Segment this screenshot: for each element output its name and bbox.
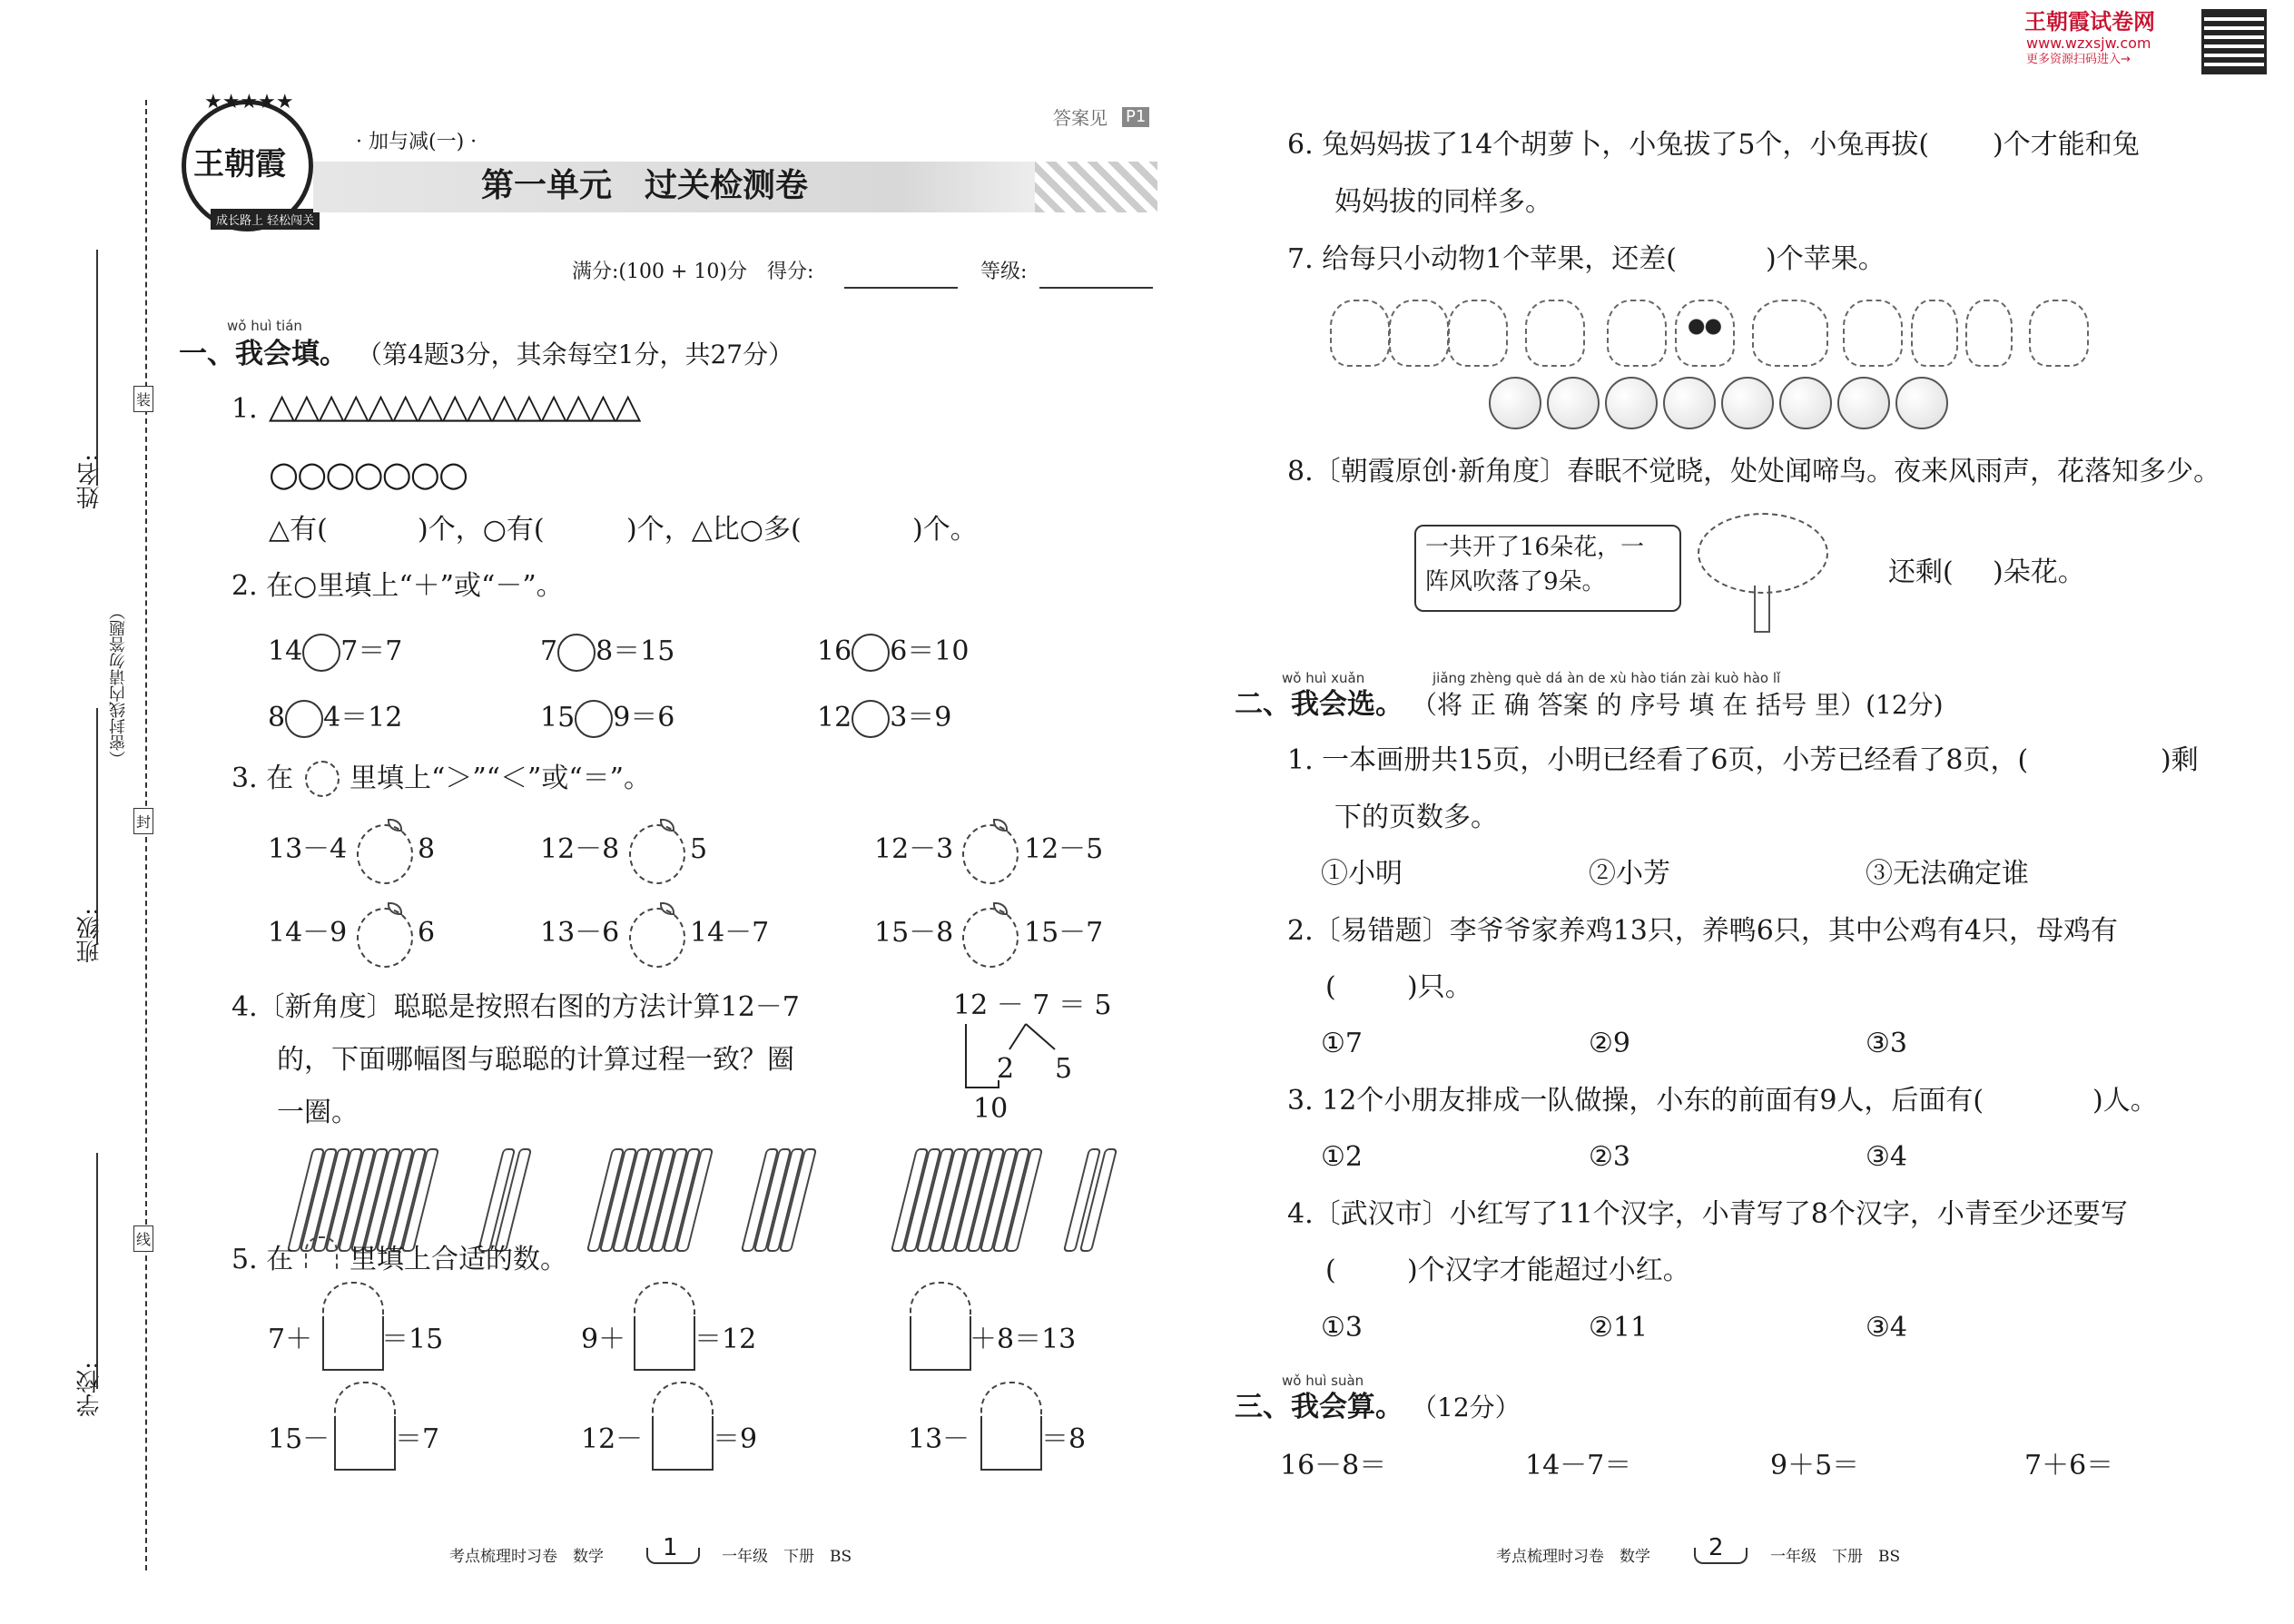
s2q2-opt-1[interactable]: ①7 [1321,1028,1363,1059]
class-line[interactable] [96,708,98,944]
apple-icon [1605,377,1658,429]
grade-input[interactable] [1039,287,1153,289]
q4-diagram-b: 5 [1055,1053,1073,1085]
seal-mark-bottom: 线 [133,1225,153,1252]
footer-right-grade: 一年级 下册 BS [1770,1548,1901,1566]
bubble-line-1: 一共开了16朵花，一 [1425,534,1645,561]
q6-line-a: 6. 兔妈妈拔了14个胡萝卜，小兔拔了5个，小兔再拔( [1287,129,1930,161]
q5-answer-box[interactable] [980,1416,1042,1471]
apple-icon [1489,377,1541,429]
q5-item-3-right: ＋8＝13 [970,1324,1077,1355]
tree-icon [1698,513,1825,631]
q3-answer-apple[interactable] [629,908,685,968]
unit-subtitle: · 加与减(一) · [356,131,478,153]
q2-item-3: 16 6＝10 [817,628,969,672]
q5-answer-box[interactable] [634,1316,695,1371]
s3-item-1[interactable]: 16－8＝ [1280,1450,1387,1481]
q5-item-6-right: ＝8 [1041,1423,1087,1455]
turtle-icon [1752,300,1828,367]
footer-right-bracket [1694,1548,1748,1564]
q2-item-2: 7 8＝15 [540,628,674,672]
q1-circles: ○○○○○○○ [269,454,468,494]
q3-item-4-right: 6 [418,917,436,949]
pinyin-section2-a: wǒ huì xuǎn [1282,670,1365,686]
q3-item-6-left: 15－8 [874,917,954,949]
mouse-icon [2029,300,2089,367]
q1-line-a: △有( [269,514,328,546]
footer-right-page: 2 [1708,1534,1724,1561]
logo-text: 王朝霞 [193,146,286,182]
q4-option-a[interactable] [290,1148,540,1239]
q3-answer-apple[interactable] [357,824,413,884]
footer-left-series: 考点梳理时习卷 数学 [449,1548,604,1566]
section1-note: （第4题3分，其余每空1分，共27分） [357,340,794,369]
q1-line-c: )个，△比○多( [626,514,802,546]
s2q4-line-c: )个汉字才能超过小红。 [1407,1255,1690,1286]
section3-note: （12分） [1412,1393,1521,1422]
q2-item-1: 14 7＝7 [268,628,402,672]
title-band-pattern [1035,162,1157,212]
seal-mark-mid: 封 [133,808,153,834]
q4-line-1: 4.〔新角度〕聪聪是按照右图的方法计算12－7 [231,991,800,1023]
q6-line-c: 妈妈拔的同样多。 [1334,186,1552,218]
duckling-icon [1965,300,2013,367]
q4-line-3: 一圈。 [277,1097,359,1128]
s2q2-opt-2[interactable]: ②9 [1589,1028,1630,1059]
q2-item-5: 15 9＝6 [540,694,674,738]
q5-item-1-right: ＝15 [381,1324,444,1355]
pinyin-section1: wǒ huì tián [227,318,302,334]
apples-row [1489,377,1961,431]
logo-motto: 成长路上 轻松闯关 [211,209,320,230]
brand-url[interactable]: www.wzxsjw.com [2026,34,2151,52]
q2-answer-circle[interactable] [575,700,613,738]
grade-label: 等级: [980,261,1028,283]
q8-remain-a: 还剩( [1888,556,1954,588]
apple-icon [1779,377,1832,429]
bubble-line-2: 阵风吹落了9朵。 [1425,568,1606,595]
q4-diagram-eq: 12 － 7 ＝ 5 [953,989,1112,1021]
q5-answer-box[interactable] [910,1316,971,1371]
section2-title: 二、我会选。 [1235,688,1403,721]
seal-note: （密封线内请勿答题） [109,604,128,767]
name-label: 姓名: [76,454,103,509]
q4-diagram-a: 2 [997,1053,1015,1085]
answer-ref: 答案见 [1053,107,1108,129]
binding-line [145,100,147,1570]
panda-icon [1675,300,1735,367]
kid-head-icon [634,1282,695,1318]
q5-answer-box[interactable] [652,1416,714,1471]
kid-head-icon [980,1382,1042,1418]
s2q4-opt-1[interactable]: ①3 [1321,1312,1363,1343]
s2q2-line-a: 2.〔易错题〕李爷爷家养鸡13只，养鸭6只，其中公鸡有4只，母鸡有 [1287,915,2118,947]
s2q3-opt-3[interactable]: ③4 [1866,1141,1907,1173]
apple-icon [1721,377,1774,429]
s2q2-opt-3[interactable]: ③3 [1866,1028,1907,1059]
q8-remain-b: )朵花。 [1993,556,2085,588]
q3-item-2-left: 12－8 [540,833,620,865]
q7-line-a: 7. 给每只小动物1个苹果，还差( [1287,243,1677,275]
s2q4-opt-3[interactable]: ③4 [1866,1312,1907,1343]
school-label: 学校: [76,1362,103,1417]
q6-line-b: )个才能和兔 [1993,129,2140,161]
q1-line-b: )个，○有( [418,514,545,546]
fox-icon [1607,300,1667,367]
q3-item-2-right: 5 [690,833,708,865]
apple-icon [1663,377,1716,429]
q3-answer-apple[interactable] [357,908,413,968]
apple-icon [1547,377,1600,429]
q3-item-3-left: 12－3 [874,833,954,865]
s2q4-line-a: 4.〔武汉市〕小红写了11个汉字，小青写了8个汉字，小青至少还要写 [1287,1198,2128,1230]
q1-line-d: )个。 [912,514,978,546]
pinyin-section2-b: jiǎng zhèng què dá àn de xù hào tián zài kuò hào lǐ [1433,670,1781,686]
s2q2-line-b: ( [1325,971,1336,1003]
bear-icon [1448,300,1508,367]
footer-left-page: 1 [663,1534,678,1561]
q5-answer-box[interactable] [334,1416,396,1471]
s2q2-line-c: )只。 [1407,971,1472,1003]
kid-box-icon [305,1236,338,1269]
s2q3-line-b: )人。 [2092,1085,2158,1117]
section3-title: 三、我会算。 [1235,1391,1403,1423]
q2-item-4: 8 4＝12 [268,694,402,738]
q3-item-6-right: 15－7 [1024,917,1104,949]
seal-mark-top: 装 [133,386,153,412]
answer-page: P1 [1122,107,1149,127]
q5-item-2-right: ＝12 [694,1324,757,1355]
q8-line: 8.〔朝霞原创·新角度〕春眠不觉晓，处处闻啼鸟。夜来风雨声，花落知多少。 [1287,456,2221,487]
apple-icon [1895,377,1948,429]
q3-item-5-left: 13－6 [540,917,620,949]
s2q1-line-a: 1. 一本画册共15页，小明已经看了6页，小芳已经看了8页，( [1287,744,2029,776]
rabbit-icon [1330,300,1390,367]
q3-answer-apple[interactable] [629,824,685,884]
star-icon: ★★★★★ [204,91,294,113]
q4-line-2: 的，下面哪幅图与聪聪的计算过程一致？圈 [277,1044,794,1076]
q4-diagram-lines [953,989,1135,1126]
score-input[interactable] [844,287,958,289]
name-line[interactable] [96,250,98,486]
q4-diagram [953,989,1135,1126]
q3-item-4-left: 14－9 [268,917,348,949]
q2-label: 2. 在○里填上“＋”或“－”。 [231,570,564,602]
apple-icon [1837,377,1890,429]
pinyin-section3: wǒ huì suàn [1282,1373,1364,1389]
s2q4-line-b: ( [1325,1255,1336,1286]
q5-item-4-right: ＝7 [395,1423,440,1455]
q5-item-2-left: 9＋ [581,1324,626,1355]
s2q3-opt-2[interactable]: ②3 [1589,1141,1630,1173]
q3-item-3-right: 12－5 [1024,833,1104,865]
animals-row [1330,300,2111,372]
rooster-icon [1525,300,1585,367]
s2q1-line-c: 下的页数多。 [1334,802,1498,833]
s3-item-2[interactable]: 14－7＝ [1525,1450,1632,1481]
footer-right-series: 考点梳理时习卷 数学 [1496,1548,1650,1566]
s2q1-line-b: )剩 [2161,744,2199,776]
q3-label-b: 里填上“＞”“＜”或“＝”。 [350,763,652,794]
q5-label-a: 5. 在 [231,1244,294,1275]
kid-head-icon [322,1282,384,1318]
s3-item-3[interactable]: 9＋5＝ [1770,1450,1860,1481]
q8-speech-bubble [1414,525,1681,612]
s2q1-opt-3[interactable]: ③无法确定谁 [1866,858,2029,890]
section2-note: （将 正 确 答案 的 序号 填 在 括号 里）(12分) [1412,690,1944,720]
q1-triangles: △△△△△△△△△△△△△△△ [269,386,640,426]
score-line: 满分:(100 + 10)分 得分: [572,261,814,283]
kid-head-icon [334,1382,396,1418]
q2-answer-circle[interactable] [852,700,890,738]
s3-item-4[interactable]: 7＋6＝ [2024,1450,2114,1481]
s2q3-opt-1[interactable]: ①2 [1321,1141,1363,1173]
s2q1-opt-2[interactable]: ②小芳 [1589,858,1670,890]
q2-item-6: 12 3＝9 [817,694,951,738]
horse-icon [1389,300,1449,367]
kid-head-icon [910,1282,971,1318]
brand-more: 更多资源扫码进入→ [2026,53,2131,66]
q5-item-6-left: 13－ [908,1423,970,1455]
q3-item-1-right: 8 [418,833,436,865]
qr-code-icon[interactable] [2201,9,2267,74]
s2q4-opt-2[interactable]: ②11 [1589,1312,1649,1343]
q2-answer-circle[interactable] [557,634,596,672]
q3-item-1-left: 13－4 [268,833,348,865]
q3-item-5-right: 14－7 [690,917,770,949]
q5-item-5-right: ＝9 [713,1423,758,1455]
school-line[interactable] [96,1153,98,1389]
q5-item-1-left: 7＋ [268,1324,313,1355]
q5-item-4-left: 15－ [268,1423,330,1455]
q5-answer-box[interactable] [322,1316,384,1371]
q3-label-a: 3. 在 [231,763,294,794]
chick-icon [1911,300,1958,367]
parrot-icon [1843,300,1903,367]
footer-left-bracket [646,1548,700,1564]
q2-answer-circle[interactable] [852,634,890,672]
q5-label-b: 里填上合适的数。 [350,1244,567,1275]
q4-option-b[interactable] [590,1148,826,1239]
section1-title: 一、我会填。 [179,338,348,370]
q2-answer-circle[interactable] [302,634,340,672]
kid-head-icon [652,1382,714,1418]
q4-diagram-c: 10 [973,1093,1009,1125]
footer-left-grade: 一年级 下册 BS [722,1548,852,1566]
q5-item-5-left: 12－ [581,1423,644,1455]
page-title: 第一单元 过关检测卷 [481,166,809,204]
s2q3-line-a: 3. 12个小朋友排成一队做操，小东的前面有9人，后面有( [1287,1085,1984,1117]
q3-answer-apple[interactable] [962,824,1019,884]
q3-answer-apple[interactable] [962,908,1019,968]
q2-answer-circle[interactable] [285,700,323,738]
apple-icon [305,761,340,797]
q7-line-b: )个苹果。 [1766,243,1885,275]
class-label: 班级: [76,908,103,963]
q4-option-c[interactable] [894,1148,1130,1239]
brand-name: 王朝霞试卷网 [2024,9,2155,34]
s2q1-opt-1[interactable]: ①小明 [1321,858,1403,890]
q1-number: 1. [231,393,258,425]
